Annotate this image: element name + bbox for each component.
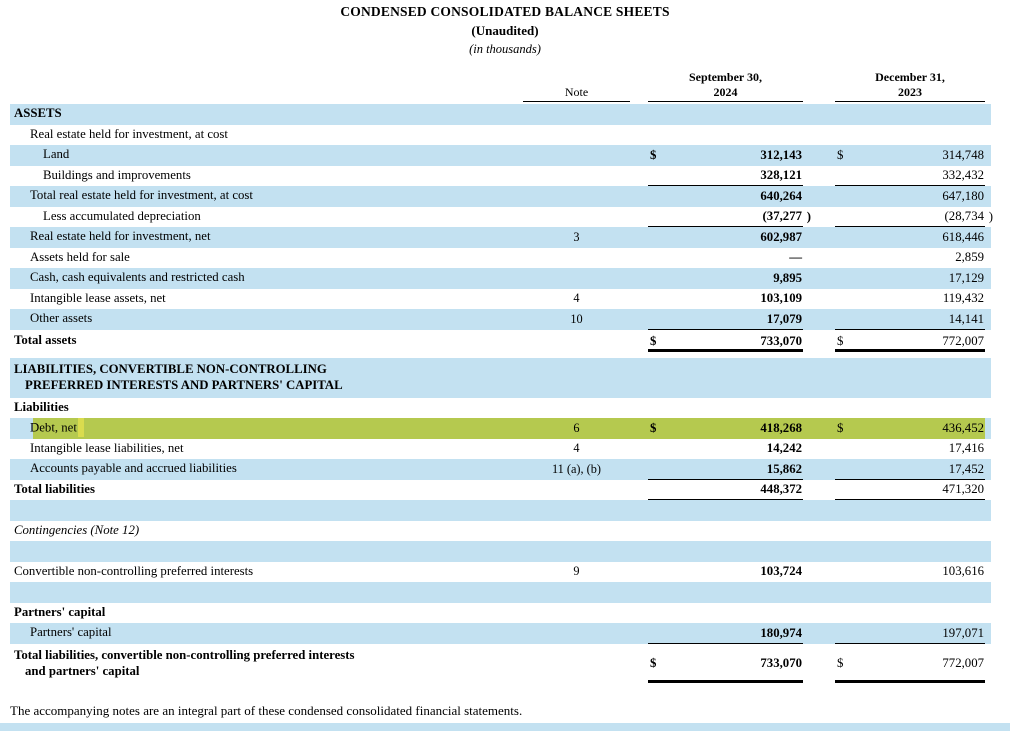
value-cell-2023 (835, 289, 985, 310)
value-cell-2023 (835, 418, 985, 439)
value-line (648, 482, 803, 497)
amount: 772,007 (942, 656, 984, 670)
row-label (10, 333, 523, 349)
value-cell-2024 (648, 582, 803, 603)
table-row (10, 186, 991, 207)
row-label-line1: Contingencies (Note 12) (14, 522, 140, 537)
value-line (835, 462, 985, 477)
units-note: (in thousands) (469, 42, 541, 56)
amount-close-paren: ) (806, 209, 811, 224)
row-label-line1: Intangible lease assets, net (30, 290, 166, 305)
amount: 17,079 (766, 311, 802, 326)
row-label-line1: Total liabilities, convertible non-controlling preferred interests (14, 647, 355, 662)
table-row-highlighted-debt-net (10, 418, 991, 439)
amount: 17,452 (948, 461, 984, 476)
value-line (835, 209, 985, 224)
row-label (10, 250, 523, 266)
subtitle-unaudited: (Unaudited) (471, 23, 539, 38)
row-label (10, 106, 523, 122)
amount: 602,987 (760, 229, 802, 244)
column-header-period-2023: December 31, 2023 (835, 70, 985, 102)
note-ref: 9 (573, 564, 580, 579)
value-line (648, 334, 803, 349)
table-row (10, 289, 991, 310)
value-cell-2023 (835, 398, 985, 419)
value-line (835, 271, 985, 286)
row-label (10, 188, 523, 204)
note-ref: 11 (a), (b) (551, 461, 602, 476)
value-line (648, 148, 803, 163)
value-line (835, 334, 985, 349)
amount: 436,452 (942, 420, 984, 435)
column-header-period-2024: September 30, 2024 (648, 70, 803, 102)
amount: 17,416 (948, 441, 984, 456)
amount: 9,895 (773, 270, 802, 285)
amount: 15,862 (766, 461, 802, 476)
currency-symbol: $ (837, 656, 844, 670)
note-ref: 4 (573, 441, 580, 456)
amount: 733,070 (760, 333, 802, 348)
amount: 103,616 (942, 564, 984, 579)
row-label (10, 147, 523, 163)
row-label-line1: Total assets (14, 333, 77, 347)
row-label (10, 127, 523, 143)
currency-symbol: $ (650, 656, 657, 670)
value-line (648, 168, 803, 183)
row-label (10, 461, 523, 477)
table-row (10, 268, 991, 289)
row-label-line1: Intangible lease liabilities, net (30, 440, 184, 455)
row-label-line1: LIABILITIES, CONVERTIBLE NON-CONTROLLING (14, 361, 327, 376)
row-label-line1: Cash, cash equivalents and restricted cash (30, 270, 245, 285)
value-line (648, 441, 803, 456)
value-cell-2024 (648, 541, 803, 562)
value-cell-2023 (835, 125, 985, 146)
value-cell-2024 (648, 289, 803, 310)
page-title: CONDENSED CONSOLIDATED BALANCE SHEETS (340, 4, 670, 19)
value-line (835, 564, 985, 579)
value-cell-2024 (648, 248, 803, 269)
value-cell-2023 (835, 603, 985, 624)
amount: 312,143 (760, 147, 802, 162)
value-cell-2023 (835, 186, 985, 207)
value-line (835, 168, 985, 183)
row-label (10, 270, 523, 286)
value-line (648, 271, 803, 286)
amount: 103,724 (760, 564, 802, 579)
row-label-line1: Accounts payable and accrued liabilities (30, 461, 237, 476)
row-label-line2: PREFERRED INTERESTS AND PARTNERS' CAPITAL (25, 377, 343, 392)
value-cell-2023 (835, 562, 985, 583)
value-cell-2024 (648, 521, 803, 542)
value-line (648, 656, 803, 671)
note-ref: 3 (573, 229, 580, 244)
amount: 314,748 (942, 147, 984, 162)
amount: 733,070 (760, 656, 802, 670)
amount: 103,109 (760, 291, 802, 306)
row-label-line1: Other assets (30, 311, 93, 326)
value-cell-2024 (648, 459, 803, 480)
row-label-line1: Less accumulated depreciation (43, 208, 201, 223)
row-label-line1: Total liabilities (14, 481, 95, 496)
value-line (835, 189, 985, 204)
note-ref: 4 (573, 291, 580, 306)
bottom-partial-row-stripe (0, 723, 1010, 731)
value-cell-2024 (648, 398, 803, 419)
spacer-row (10, 541, 991, 562)
value-cell-2024 (648, 418, 803, 439)
value-cell-2023 (835, 541, 985, 562)
row-label (10, 441, 523, 457)
table-row (10, 309, 991, 330)
value-cell-2024 (648, 227, 803, 248)
amount: 328,121 (760, 168, 802, 183)
row-label-line1: Buildings and improvements (43, 167, 191, 182)
row-label (10, 229, 523, 245)
amount: — (789, 250, 802, 265)
value-line (835, 250, 985, 265)
value-cell-2024 (648, 207, 811, 228)
value-cell-2024 (648, 104, 803, 125)
value-line (648, 564, 803, 579)
row-label-line1: Real estate held for investment, at cost (30, 126, 228, 141)
document-header (0, 0, 1010, 57)
value-cell-2023 (835, 500, 985, 521)
value-line (835, 230, 985, 245)
value-cell-2023 (835, 480, 985, 501)
value-line (648, 209, 803, 224)
note-ref: 10 (570, 311, 583, 326)
value-line (835, 482, 985, 497)
currency-symbol: $ (837, 147, 844, 162)
value-cell-2023 (835, 309, 985, 330)
table-body (10, 104, 991, 684)
value-line (648, 312, 803, 327)
text-cursor-highlight (78, 418, 84, 437)
value-line (835, 291, 985, 306)
table-row (10, 358, 991, 398)
value-cell-2023 (835, 521, 985, 542)
value-cell-2023 (835, 145, 985, 166)
table-row (10, 166, 991, 187)
value-line (835, 312, 985, 327)
value-cell-2023 (835, 166, 985, 187)
value-cell-2024 (648, 268, 803, 289)
row-label (10, 605, 523, 621)
row-label-line1: ASSETS (14, 106, 62, 121)
table-row (10, 330, 991, 353)
value-line (648, 421, 803, 436)
row-label-line1: Partners' capital (14, 604, 106, 619)
row-label (10, 311, 523, 327)
value-cell-2023 (835, 227, 985, 248)
row-label-line2: and partners' capital (25, 663, 140, 678)
table-row (10, 207, 991, 228)
table-row (10, 603, 991, 624)
table-row (10, 125, 991, 146)
value-cell-2024 (648, 186, 803, 207)
value-cell-2024 (648, 330, 803, 353)
row-label (10, 625, 523, 641)
value-cell-2024 (648, 480, 803, 501)
table-row (10, 521, 991, 542)
value-cell-2024 (648, 166, 803, 187)
row-label (10, 523, 523, 539)
value-cell-2023 (835, 358, 985, 398)
table-row (10, 398, 991, 419)
amount: 332,432 (942, 168, 984, 183)
value-cell-2024 (648, 125, 803, 146)
value-line (835, 626, 985, 641)
row-label (10, 291, 523, 307)
row-label (10, 209, 523, 225)
table-row (10, 439, 991, 460)
amount-close-paren: ) (988, 209, 993, 224)
table-row (10, 562, 991, 583)
value-cell-2023 (835, 439, 985, 460)
row-label (10, 648, 523, 680)
value-cell-2023 (835, 330, 985, 353)
value-cell-2023 (835, 459, 985, 480)
value-line (648, 291, 803, 306)
value-cell-2024 (648, 562, 803, 583)
amount: 197,071 (942, 625, 984, 640)
value-line (835, 421, 985, 436)
amount: 180,974 (760, 625, 802, 640)
value-cell-2024 (648, 358, 803, 398)
value-cell-2023 (835, 248, 985, 269)
currency-symbol: $ (837, 333, 844, 348)
table-row (10, 104, 991, 125)
row-label-line1: Liabilities (14, 399, 69, 414)
column-header-note: Note (523, 85, 630, 102)
table-row (10, 248, 991, 269)
value-cell-2023 (835, 104, 985, 125)
value-line (648, 230, 803, 245)
row-label-line1: Assets held for sale (30, 249, 130, 264)
row-label (10, 420, 523, 437)
amount: 119,432 (942, 291, 984, 306)
row-label (10, 482, 523, 498)
amount: 471,320 (942, 482, 984, 497)
value-line (648, 250, 803, 265)
table-row (10, 480, 991, 501)
row-label-line1: Partners' capital (30, 625, 112, 640)
row-label-line1: Debt, net (30, 420, 77, 435)
currency-symbol: $ (650, 147, 657, 162)
spacer-row (10, 500, 991, 521)
row-label-line1: Real estate held for investment, net (30, 229, 211, 244)
currency-symbol: $ (650, 420, 657, 435)
value-line (648, 462, 803, 477)
row-label-line1: Total real estate held for investment, at cost (30, 188, 253, 203)
currency-symbol: $ (837, 420, 844, 435)
value-cell-2023 (835, 207, 993, 228)
amount: 448,372 (760, 482, 802, 497)
table-row (10, 145, 991, 166)
currency-symbol: $ (650, 333, 657, 348)
row-label (10, 400, 523, 416)
amount: 640,264 (760, 188, 802, 203)
table-row (10, 644, 991, 684)
column-header-row (10, 65, 991, 102)
value-cell-2023 (835, 582, 985, 603)
value-line (835, 441, 985, 456)
table-row (10, 459, 991, 480)
value-cell-2024 (648, 623, 803, 644)
amount: 618,446 (942, 229, 984, 244)
value-cell-2024 (648, 500, 803, 521)
value-line (835, 148, 985, 163)
row-label-line1: Convertible non-controlling preferred interests (14, 563, 254, 578)
balance-sheet-table (10, 65, 991, 684)
amount: (28,734 (944, 209, 984, 224)
amount: 17,129 (948, 270, 984, 285)
note-ref: 6 (573, 420, 580, 435)
row-label-line1: Land (43, 147, 70, 162)
table-row (10, 623, 991, 644)
amount: 772,007 (942, 333, 984, 348)
amount: 647,180 (942, 188, 984, 203)
amount: 14,242 (766, 441, 802, 456)
table-row (10, 227, 991, 248)
value-cell-2024 (648, 309, 803, 330)
footer-note: The accompanying notes are an integral part of these condensed consolidated financial statements. (10, 702, 523, 718)
value-cell-2024 (648, 439, 803, 460)
value-line (835, 656, 985, 671)
amount: (37,277 (762, 209, 802, 224)
amount: 2,859 (955, 250, 984, 265)
spacer-row (10, 582, 991, 603)
value-cell-2023 (835, 623, 985, 644)
amount: 14,141 (948, 311, 984, 326)
value-line (648, 626, 803, 641)
row-label (10, 564, 523, 580)
amount: 418,268 (760, 420, 802, 435)
value-cell-2024 (648, 145, 803, 166)
value-line (648, 189, 803, 204)
value-cell-2024 (648, 644, 803, 684)
row-label (10, 362, 523, 394)
value-cell-2023 (835, 268, 985, 289)
row-label (10, 168, 523, 184)
value-cell-2024 (648, 603, 803, 624)
value-cell-2023 (835, 644, 985, 684)
